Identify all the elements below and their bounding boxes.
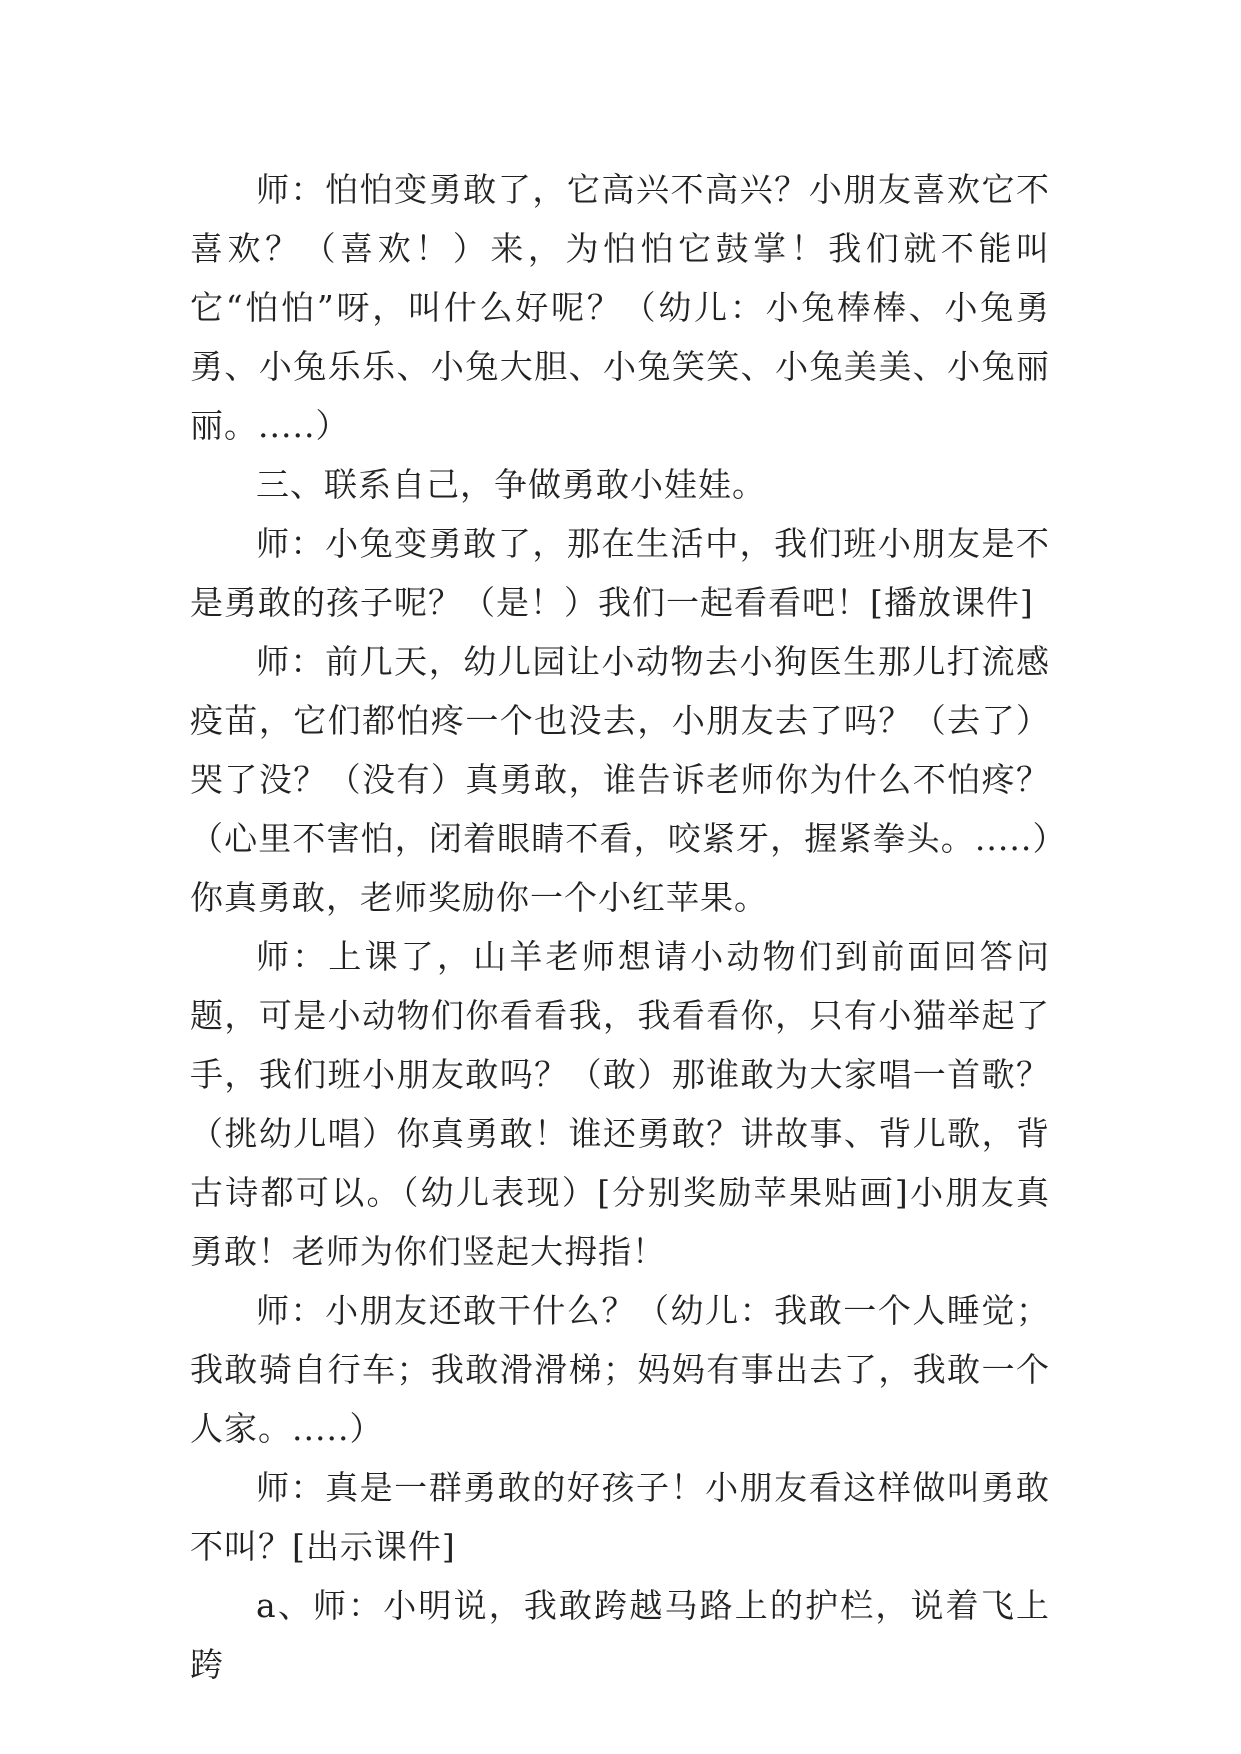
paragraph-8: a、师：小明说，我敢跨越马路上的护栏，说着飞上跨	[190, 1586, 1050, 1684]
paragraph-5: 师：上课了，山羊老师想请小动物们到前面回答问题，可是小动物们你看看我，我看看你，只有小猫举起了手，我们班小朋友敢吗？（敢）那谁敢为大家唱一首歌？（挑幼儿唱）你真勇敢！谁还勇敢？讲故事、背儿歌，背古诗都可以。（幼儿表现）[分别奖励苹果贴画]小朋友真勇敢！老师为你们竖起大拇指！	[190, 937, 1050, 1271]
paragraph-6: 师：小朋友还敢干什么？（幼儿：我敢一个人睡觉；我敢骑自行车；我敢滑滑梯；妈妈有事出去了，我敢一个人家。.....）	[190, 1291, 1050, 1448]
paragraph-3: 师：小兔变勇敢了，那在生活中，我们班小朋友是不是勇敢的孩子呢？（是！）我们一起看看吧！[播放课件]	[190, 524, 1050, 622]
paragraph-2: 三、联系自己，争做勇敢小娃娃。	[256, 465, 766, 504]
paragraph-1: 师：怕怕变勇敢了，它高兴不高兴？小朋友喜欢它不喜欢？（喜欢！）来，为怕怕它鼓掌！我们就不能叫它“怕怕”呀，叫什么好呢？（幼儿：小兔棒棒、小兔勇勇、小兔乐乐、小兔大胆、小兔笑笑、小兔美美、小兔丽丽。.....）	[190, 170, 1050, 445]
document-body	[190, 160, 1050, 1694]
paragraph-4: 师：前几天，幼儿园让小动物去小狗医生那儿打流感疫苗，它们都怕疼一个也没去，小朋友去了吗？（去了）哭了没？（没有）真勇敢，谁告诉老师你为什么不怕疼？（心里不害怕，闭着眼睛不看，咬紧牙，握紧拳头。.....）你真勇敢，老师奖励你一个小红苹果。	[190, 642, 1050, 917]
paragraph-7: 师：真是一群勇敢的好孩子！小朋友看这样做叫勇敢不叫？[出示课件]	[190, 1468, 1050, 1566]
